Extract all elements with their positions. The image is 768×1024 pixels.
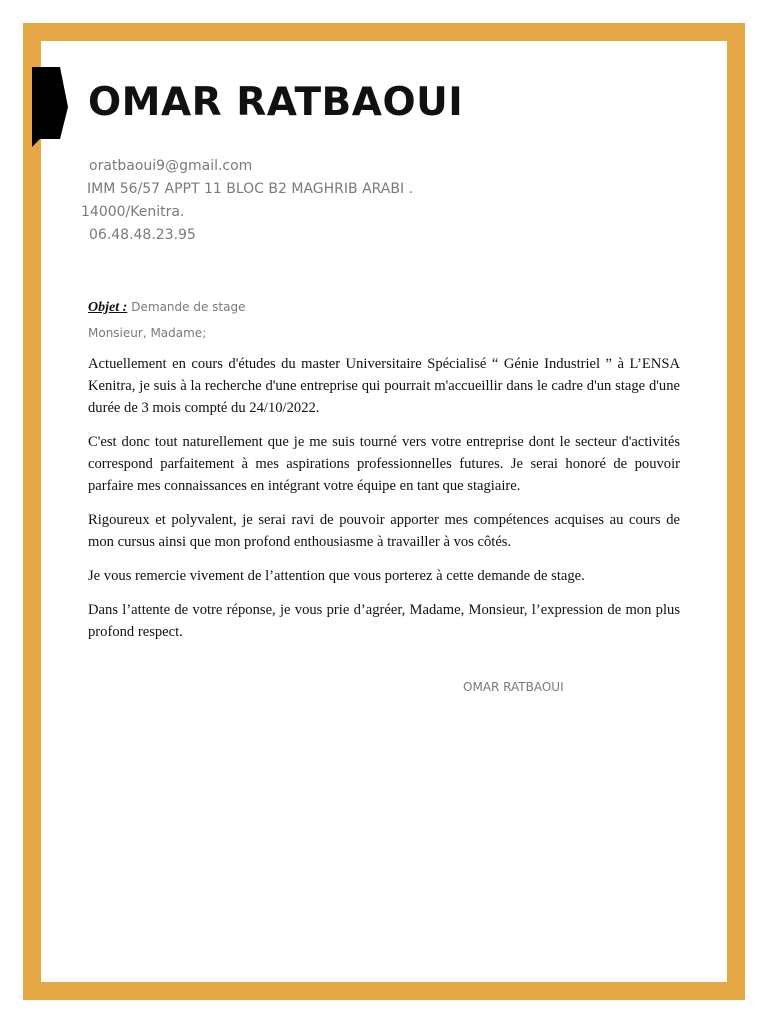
bookmark-tag-icon bbox=[32, 67, 68, 147]
paragraph-thanks: Je vous remercie vivement de l’attention que vous porterez à cette demande de stage. bbox=[88, 568, 585, 584]
contact-email: oratbaoui9@gmail.com bbox=[89, 158, 253, 174]
paragraph-closing: Dans l’attente de votre réponse, je vous prie d’agréer, Madame, Monsieur, l’expression de mon plus profond respect. bbox=[88, 602, 680, 640]
subject-value: Demande de stage bbox=[131, 300, 246, 314]
paragraph-motivation: C'est donc tout naturellement que je me suis tourné vers votre entreprise dont le secteur d'activités correspond parfaitement à mes aspirations professionnelles futures. Je serai honoré de pouvoir parfaire mes connaissances en intégrant votre équipe en tant que stagiaire. bbox=[88, 434, 680, 494]
signature: OMAR RATBAOUI bbox=[463, 680, 564, 694]
salutation: Monsieur, Madame; bbox=[88, 326, 207, 340]
subject-line bbox=[88, 297, 245, 317]
subject-label: Objet : bbox=[88, 300, 128, 315]
contact-phone: 06.48.48.23.95 bbox=[89, 227, 196, 243]
paragraph-qualities: Rigoureux et polyvalent, je serai ravi de pouvoir apporter mes compétences acquises au cours de mon cursus ainsi que mon profond enthousiasme à travailler à vos côtés. bbox=[88, 512, 680, 550]
paragraph-intro: Actuellement en cours d'études du master Universitaire Spécialisé “ Génie Industriel ” à L’ENSA Kenitra, je suis à la recherche d'une entreprise qui pourrait m'accueillir dans le cadre d'un stage d'une durée de 3 mois compté du 24/10/2022. bbox=[88, 356, 680, 416]
contact-address-line2: 14000/Kenitra. bbox=[81, 204, 185, 220]
sender-name: OMAR RATBAOUI bbox=[88, 80, 464, 125]
contact-address-line1: IMM 56/57 APPT 11 BLOC B2 MAGHRIB ARABI . bbox=[87, 181, 414, 197]
letter-body bbox=[88, 353, 680, 655]
